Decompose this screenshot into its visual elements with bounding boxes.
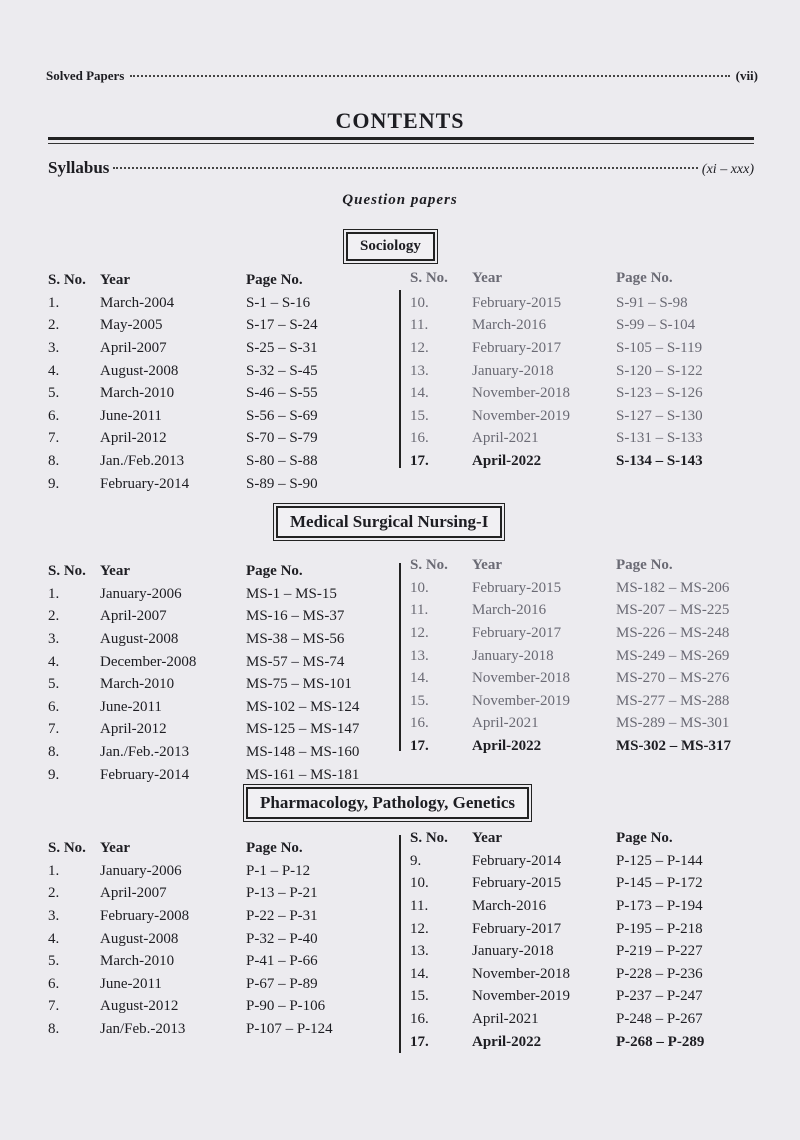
contents-row[interactable] [48,450,398,473]
row-page: MS-182 – MS-206 [616,579,730,596]
contents-row[interactable] [48,360,398,383]
row-sno: 7. [48,430,60,447]
row-year: November-2018 [472,670,571,687]
row-page: P-195 – P-218 [616,920,703,937]
syllabus-pages: (xi – xxx) [701,162,754,177]
row-page: S-123 – S-126 [616,385,703,402]
row-sno: 11. [410,317,429,334]
contents-row[interactable] [410,850,766,873]
contents-row[interactable] [410,428,766,451]
row-year: February-2014 [100,766,190,783]
row-year: January-2018 [472,647,554,664]
column-headers [48,563,398,585]
right-column [410,830,766,1050]
row-sno: 12. [410,624,429,641]
row-year: April-2022 [472,737,542,754]
contents-row[interactable] [48,673,398,696]
row-page: P-173 – P-194 [616,897,703,914]
contents-row[interactable] [48,428,398,451]
row-year: February-2017 [472,339,562,356]
row-sno: 12. [410,339,429,356]
row-page: S-105 – S-119 [616,339,703,356]
contents-row[interactable] [410,577,766,600]
row-sno: 10. [410,579,429,596]
contents-row[interactable] [48,860,398,883]
title-rule [48,137,754,140]
row-year: Jan/Feb.-2013 [100,1020,186,1037]
contents-row[interactable] [410,360,766,383]
title-rule-thin [48,143,754,144]
row-page: S-46 – S-55 [246,385,318,402]
row-sno: 1. [48,294,60,311]
page-title: CONTENTS [335,108,465,133]
row-page: MS-1 – MS-15 [246,585,337,602]
contents-row[interactable] [410,600,766,623]
row-year: November-2018 [472,385,571,402]
row-sno: 5. [48,385,60,402]
row-sno: 14. [410,965,429,982]
row-year: March-2004 [100,294,175,311]
contents-row[interactable] [410,315,766,338]
row-sno: 6. [48,975,60,992]
row-page: MS-57 – MS-74 [246,653,345,670]
header-page: Page No. [246,840,303,856]
contents-row[interactable] [48,1018,398,1041]
row-year: November-2018 [472,965,571,982]
column-headers [48,840,398,862]
row-sno: 14. [410,670,429,687]
row-page: P-125 – P-144 [616,852,703,869]
row-sno: 5. [48,953,60,970]
row-year: August-2008 [100,930,179,947]
row-year: August-2012 [100,998,179,1015]
contents-row[interactable] [48,973,398,996]
row-year: March-2010 [100,676,175,693]
contents-row[interactable] [410,963,766,986]
row-year: March-2010 [100,385,175,402]
contents-row[interactable] [48,928,398,951]
row-year: November-2019 [472,988,571,1005]
row-year: November-2019 [472,407,571,424]
row-sno: 4. [48,362,60,379]
header-sno: S. No. [410,830,448,846]
row-year: January-2018 [472,362,554,379]
row-page: P-268 – P-289 [616,1033,705,1050]
row-year: April-2022 [472,452,542,469]
row-year: Jan./Feb.-2013 [100,743,190,760]
row-page: MS-102 – MS-124 [246,698,360,715]
row-year: April-2021 [472,715,539,732]
contents-row[interactable] [48,473,398,496]
header-page-number: (vii) [735,68,758,83]
contents-row[interactable] [410,940,766,963]
row-year: March-2016 [472,317,547,334]
header-title: Solved Papers [46,68,125,83]
row-page: MS-161 – MS-181 [246,766,360,783]
row-sno: 4. [48,930,60,947]
row-page: P-32 – P-40 [246,930,318,947]
right-column [410,557,766,754]
contents-row[interactable] [410,735,766,758]
row-year: January-2006 [100,862,182,879]
row-sno: 8. [48,452,60,469]
header-sno: S. No. [410,557,448,573]
contents-row[interactable] [48,696,398,719]
contents-row[interactable] [48,606,398,629]
contents-row[interactable] [48,741,398,764]
column-divider [399,563,401,751]
row-year: April-2007 [100,608,167,625]
row-sno: 17. [410,1033,429,1050]
row-year: January-2018 [472,943,554,960]
column-divider [399,835,401,1053]
contents-row[interactable] [410,450,766,473]
row-year: April-2007 [100,885,167,902]
row-year: August-2008 [100,362,179,379]
header-page: Page No. [246,563,303,579]
row-page: MS-125 – MS-147 [246,721,360,738]
contents-row[interactable] [410,667,766,690]
row-sno: 11. [410,897,429,914]
row-page: MS-289 – MS-301 [616,715,730,732]
header-page: Page No. [616,830,673,846]
left-column [48,272,398,492]
header-page: Page No. [246,272,303,288]
row-page: MS-226 – MS-248 [616,624,730,641]
row-page: S-127 – S-130 [616,407,703,424]
column-divider [399,290,401,468]
row-page: P-13 – P-21 [246,885,318,902]
contents-row[interactable] [48,905,398,928]
contents-row[interactable] [48,883,398,906]
row-year: June-2011 [100,698,162,715]
section-title: Medical Surgical Nursing-I [276,506,502,538]
row-page: S-17 – S-24 [246,317,318,334]
row-page: MS-16 – MS-37 [246,608,345,625]
row-page: P-67 – P-89 [246,975,318,992]
column-headers [410,830,766,852]
contents-row[interactable] [410,292,766,315]
row-sno: 1. [48,862,60,879]
row-year: March-2016 [472,897,547,914]
contents-row[interactable] [48,950,398,973]
header-year: Year [100,840,130,856]
contents-row[interactable] [410,1031,766,1054]
header-year: Year [100,563,130,579]
header-leader-dots [130,75,729,77]
row-page: S-56 – S-69 [246,407,318,424]
row-year: February-2015 [472,579,562,596]
row-page: S-70 – S-79 [246,430,318,447]
row-page: S-32 – S-45 [246,362,318,379]
row-sno: 16. [410,715,429,732]
row-page: S-120 – S-122 [616,362,703,379]
header-year: Year [100,272,130,288]
row-year: February-2014 [100,475,190,492]
row-sno: 6. [48,698,60,715]
row-sno: 15. [410,407,429,424]
column-headers [410,270,766,292]
header-year: Year [472,830,502,846]
row-sno: 5. [48,676,60,693]
row-sno: 13. [410,362,429,379]
row-sno: 2. [48,317,60,334]
row-sno: 3. [48,630,60,647]
row-page: S-89 – S-90 [246,475,318,492]
row-sno: 10. [410,875,429,892]
column-headers [410,557,766,579]
row-page: MS-302 – MS-317 [616,737,731,754]
question-papers-heading: Question papers [342,192,458,208]
row-page: MS-75 – MS-101 [246,676,352,693]
row-page: MS-277 – MS-288 [616,692,730,709]
row-page: MS-148 – MS-160 [246,743,360,760]
right-column [410,270,766,469]
row-year: April-2012 [100,721,167,738]
contents-row[interactable] [410,986,766,1009]
row-year: August-2008 [100,630,179,647]
row-page: P-145 – P-172 [616,875,703,892]
row-sno: 9. [48,766,60,783]
row-page: S-25 – S-31 [246,339,318,356]
row-page: P-41 – P-66 [246,953,318,970]
row-page: P-237 – P-247 [616,988,703,1005]
row-sno: 7. [48,721,60,738]
row-sno: 12. [410,920,429,937]
row-year: December-2008 [100,653,197,670]
header-year: Year [472,270,502,286]
contents-row[interactable] [48,996,398,1019]
row-year: May-2005 [100,317,163,334]
row-year: February-2014 [472,852,562,869]
row-sno: 16. [410,1010,429,1027]
row-sno: 8. [48,1020,60,1037]
syllabus-entry[interactable] [48,158,754,178]
row-page: MS-38 – MS-56 [246,630,345,647]
contents-row[interactable] [410,645,766,668]
left-column [48,563,398,783]
header-sno: S. No. [48,272,86,288]
row-page: MS-270 – MS-276 [616,670,730,687]
column-headers [48,272,398,294]
contents-row[interactable] [48,292,398,315]
row-page: P-22 – P-31 [246,907,318,924]
row-sno: 10. [410,294,429,311]
row-sno: 6. [48,407,60,424]
contents-row[interactable] [48,315,398,338]
contents-row[interactable] [48,764,398,787]
row-sno: 13. [410,943,429,960]
row-page: S-80 – S-88 [246,452,318,469]
row-sno: 8. [48,743,60,760]
row-sno: 4. [48,653,60,670]
row-page: P-90 – P-106 [246,998,326,1015]
contents-row[interactable] [48,405,398,428]
contents-row[interactable] [48,651,398,674]
row-year: April-2021 [472,430,539,447]
row-year: November-2019 [472,692,571,709]
contents-row[interactable] [410,382,766,405]
header-sno: S. No. [48,840,86,856]
contents-row[interactable] [48,382,398,405]
contents-row[interactable] [410,405,766,428]
row-year: June-2011 [100,975,162,992]
row-sno: 9. [410,852,422,869]
row-sno: 7. [48,998,60,1015]
row-year: February-2015 [472,294,562,311]
row-page: S-91 – S-98 [616,294,688,311]
running-header [46,68,758,84]
row-page: P-228 – P-236 [616,965,703,982]
row-sno: 14. [410,385,429,402]
contents-row[interactable] [410,873,766,896]
contents-row[interactable] [410,337,766,360]
contents-row[interactable] [410,918,766,941]
row-sno: 3. [48,907,60,924]
row-year: April-2012 [100,430,167,447]
row-page: MS-207 – MS-225 [616,602,730,619]
header-year: Year [472,557,502,573]
row-sno: 16. [410,430,429,447]
row-year: April-2021 [472,1010,539,1027]
contents-row[interactable] [48,583,398,606]
row-sno: 15. [410,692,429,709]
row-page: MS-249 – MS-269 [616,647,730,664]
row-page: P-107 – P-124 [246,1020,333,1037]
row-year: February-2017 [472,624,562,641]
contents-row[interactable] [410,1008,766,1031]
row-page: S-134 – S-143 [616,452,703,469]
row-sno: 13. [410,647,429,664]
row-sno: 15. [410,988,429,1005]
contents-row[interactable] [410,895,766,918]
row-year: April-2007 [100,339,167,356]
syllabus-label: Syllabus [48,158,110,177]
row-sno: 3. [48,339,60,356]
header-page: Page No. [616,270,673,286]
row-page: S-1 – S-16 [246,294,311,311]
header-sno: S. No. [410,270,448,286]
contents-row[interactable] [410,713,766,736]
row-page: P-248 – P-267 [616,1010,703,1027]
row-year: March-2010 [100,953,175,970]
row-year: February-2015 [472,875,562,892]
row-sno: 2. [48,608,60,625]
row-sno: 17. [410,452,429,469]
row-year: June-2011 [100,407,162,424]
row-page: P-219 – P-227 [616,943,703,960]
header-sno: S. No. [48,563,86,579]
row-year: February-2017 [472,920,562,937]
row-page: P-1 – P-12 [246,862,311,879]
contents-row[interactable] [410,690,766,713]
syllabus-leader-dots [113,167,697,169]
section-title: Sociology [346,232,435,261]
row-sno: 17. [410,737,429,754]
section-title: Pharmacology, Pathology, Genetics [246,787,529,819]
row-year: April-2022 [472,1033,542,1050]
row-page: S-131 – S-133 [616,430,703,447]
row-sno: 1. [48,585,60,602]
contents-row[interactable] [410,622,766,645]
contents-row[interactable] [48,628,398,651]
header-page: Page No. [616,557,673,573]
row-year: Jan./Feb.2013 [100,452,185,469]
row-sno: 2. [48,885,60,902]
left-column [48,840,398,1037]
contents-row[interactable] [48,337,398,360]
row-year: January-2006 [100,585,182,602]
row-sno: 9. [48,475,60,492]
row-sno: 11. [410,602,429,619]
contents-row[interactable] [48,719,398,742]
row-page: S-99 – S-104 [616,317,696,334]
row-year: March-2016 [472,602,547,619]
row-year: February-2008 [100,907,190,924]
